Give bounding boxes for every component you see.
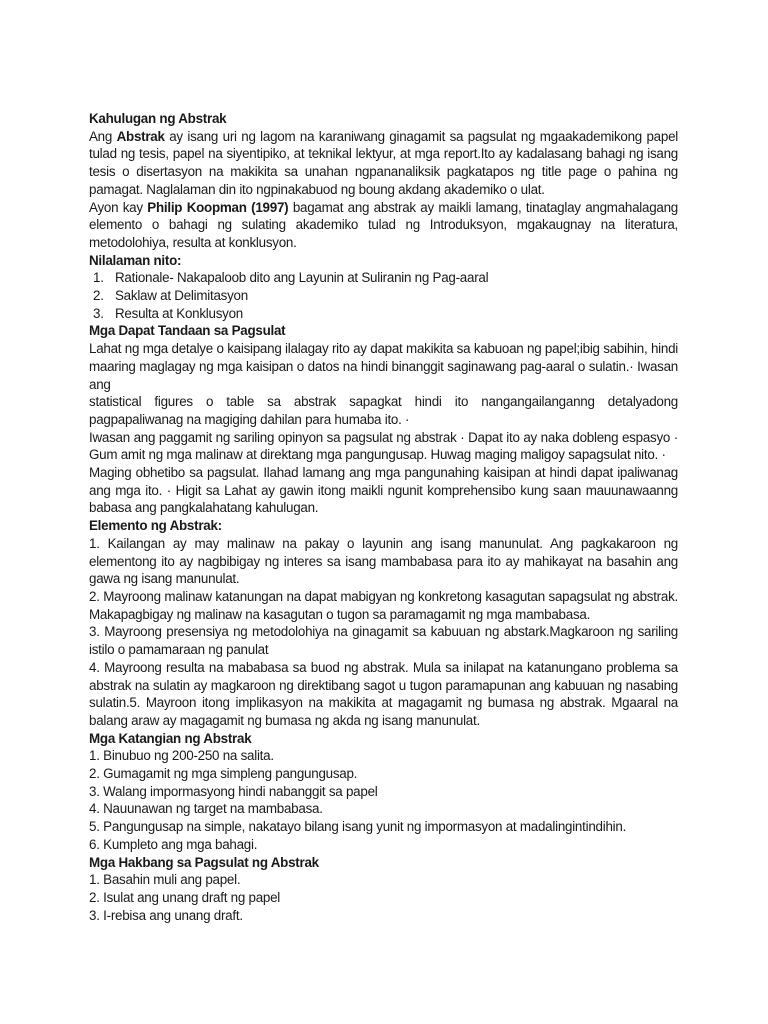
paragraph-dapat-1: Lahat ng mga detalye o kaisipang ilalagay rito ay dapat makikita sa kabuoan ng papel;ibig sabihin, hindi maaring maglagay ng mga kaisipan o datos na hindi binanggit saginawang pag-aaral o sulatin.· Iwasan ang bbox=[89, 341, 678, 392]
text-run: Ayon kay bbox=[89, 199, 148, 215]
list-item bbox=[89, 305, 678, 323]
list-text: Saklaw at Delimitasyon bbox=[115, 288, 248, 304]
bold-author-name: Philip Koopman (1997) bbox=[147, 199, 289, 215]
hakbang-item: 1. Basahin muli ang papel. bbox=[89, 872, 241, 888]
heading-dapat-tandaan: Mga Dapat Tandaan sa Pagsulat bbox=[89, 323, 286, 339]
list-text: Resulta at Konklusyon bbox=[115, 305, 243, 321]
hakbang-item: 2. Isulat ang unang draft ng papel bbox=[89, 889, 281, 905]
paragraph-kahulugan-1 bbox=[89, 128, 678, 199]
heading-hakbang: Mga Hakbang sa Pagsulat ng Abstrak bbox=[89, 854, 319, 870]
katangian-item: 2. Gumagamit ng mga simpleng pangungusap. bbox=[89, 766, 358, 782]
heading-kahulugan: Kahulugan ng Abstrak bbox=[89, 111, 227, 126]
text-run: Ang bbox=[89, 128, 117, 144]
list-number: 1. bbox=[93, 270, 104, 286]
list-text: Rationale- Nakapaloob dito ang Layunin at Suliranin ng Pag-aaral bbox=[115, 270, 489, 286]
paragraph-dapat-2: statistical figures o table sa abstrak sapagkat hindi ito nangangailanganng detalyadong pagpapaliwanag na magiging dahilan para humaba ito. · bbox=[89, 394, 678, 427]
list-item bbox=[89, 287, 678, 305]
list-number: 3. bbox=[93, 305, 104, 321]
heading-elemento: Elemento ng Abstrak: bbox=[89, 518, 222, 534]
katangian-item: 5. Pangungusap na simple, nakatayo bilang isang yunit ng impormasyon at madalingintindihin. bbox=[89, 819, 627, 835]
katangian-item: 1. Binubuo ng 200-250 na salita. bbox=[89, 748, 274, 764]
paragraph-dapat-4: Maging obhetibo sa pagsulat. Ilahad lamang ang mga pangunahing kaisipan at hindi dapat ipaliwanag ang mga ito. · Higit sa Lahat ay gawin itong maikli ngunit komprehensibo kung saan mauunawaanng babasa ang pangkalahatang kahulugan. bbox=[89, 465, 678, 516]
paragraph-kahulugan-2 bbox=[89, 199, 678, 252]
heading-katangian: Mga Katangian ng Abstrak bbox=[89, 730, 252, 746]
katangian-item: 4. Nauunawan ng target na mambabasa. bbox=[89, 801, 323, 817]
paragraph-elemento-2: 2. Mayroong malinaw katanungan na dapat mabigyan ng konkretong kasagutan sapagsulat ng abstrak. Makapagbigay ng malinaw na kasagutan o tugon sa paramagamit ng mga mambabasa. bbox=[89, 588, 678, 622]
nilalaman-list bbox=[89, 269, 678, 322]
paragraph-dapat-3: Iwasan ang paggamit ng sariling opinyon sa pagsulat ng abstrak · Dapat ito ay naka dobleng espasyo · Gum amit ng mga malinaw at direktang mga pangungusap. Huwag maging maligoy sapagsulat nito. · bbox=[89, 429, 678, 463]
list-item bbox=[89, 269, 678, 287]
text-run: ay isang uri ng lagom na karaniwang ginagamit sa pagsulat ng mgaakademikong papel tulad ng tesis, papel na siyentipiko, at teknikal lektyur, at mga report.Ito ay kadalasang bahagi ng isang tesis o disertasyon na makikita sa unahan ngpananaliksik pagkatapos ng title page o pahina ng pamagat. Naglalaman din ito ngpinakabuod ng boung akdang akademiko o ulat. bbox=[89, 128, 679, 197]
text-run: bagamat ang abstrak ay maikli lamang, tinataglay angmahalagang elemento o bahagi ng sulating akademiko tulad ng Introduksyon, mgakaugnay na literatura, metodolohiya, resulta at konklusyon. bbox=[89, 199, 678, 250]
paragraph-elemento-3: 3. Mayroong presensiya ng metodolohiya na ginagamit sa kabuuan ng abstark.Magkaroon ng sariling istilo o pamamaraan ng panulat bbox=[89, 624, 678, 658]
document-page bbox=[89, 110, 678, 924]
katangian-item: 3. Walang impormasyong hindi nabanggit sa papel bbox=[89, 783, 378, 799]
hakbang-item: 3. I-rebisa ang unang draft. bbox=[89, 907, 243, 923]
paragraph-elemento-1: 1. Kailangan ay may malinaw na pakay o layunin ang isang manunulat. Ang pagkakaroon ng elementong ito ay nagbibigay ng interes sa isang mambabasa para ito ay mahikayat na basahin ang gawa ng isang manunulat. bbox=[89, 535, 678, 587]
list-number: 2. bbox=[93, 288, 104, 304]
heading-nilalaman: Nilalaman nito: bbox=[89, 252, 182, 268]
bold-term-abstrak: Abstrak bbox=[116, 128, 165, 144]
katangian-item: 6. Kumpleto ang mga bahagi. bbox=[89, 836, 258, 852]
paragraph-elemento-4: 4. Mayroong resulta na mababasa sa buod ng abstrak. Mula sa inilapat na katanungano problema sa abstrak na sulatin ay magkaroon ng direktibang sagot u tugon paramapunan ang kabuuan ng nasabing sulatin.5. Mayroon itong implikasyon na makikita at magagamit ng bumasa ng abstrak. Mgaaral na balang araw ay magagamit ng bumasa ng akda ng isang manunulat. bbox=[89, 659, 678, 728]
